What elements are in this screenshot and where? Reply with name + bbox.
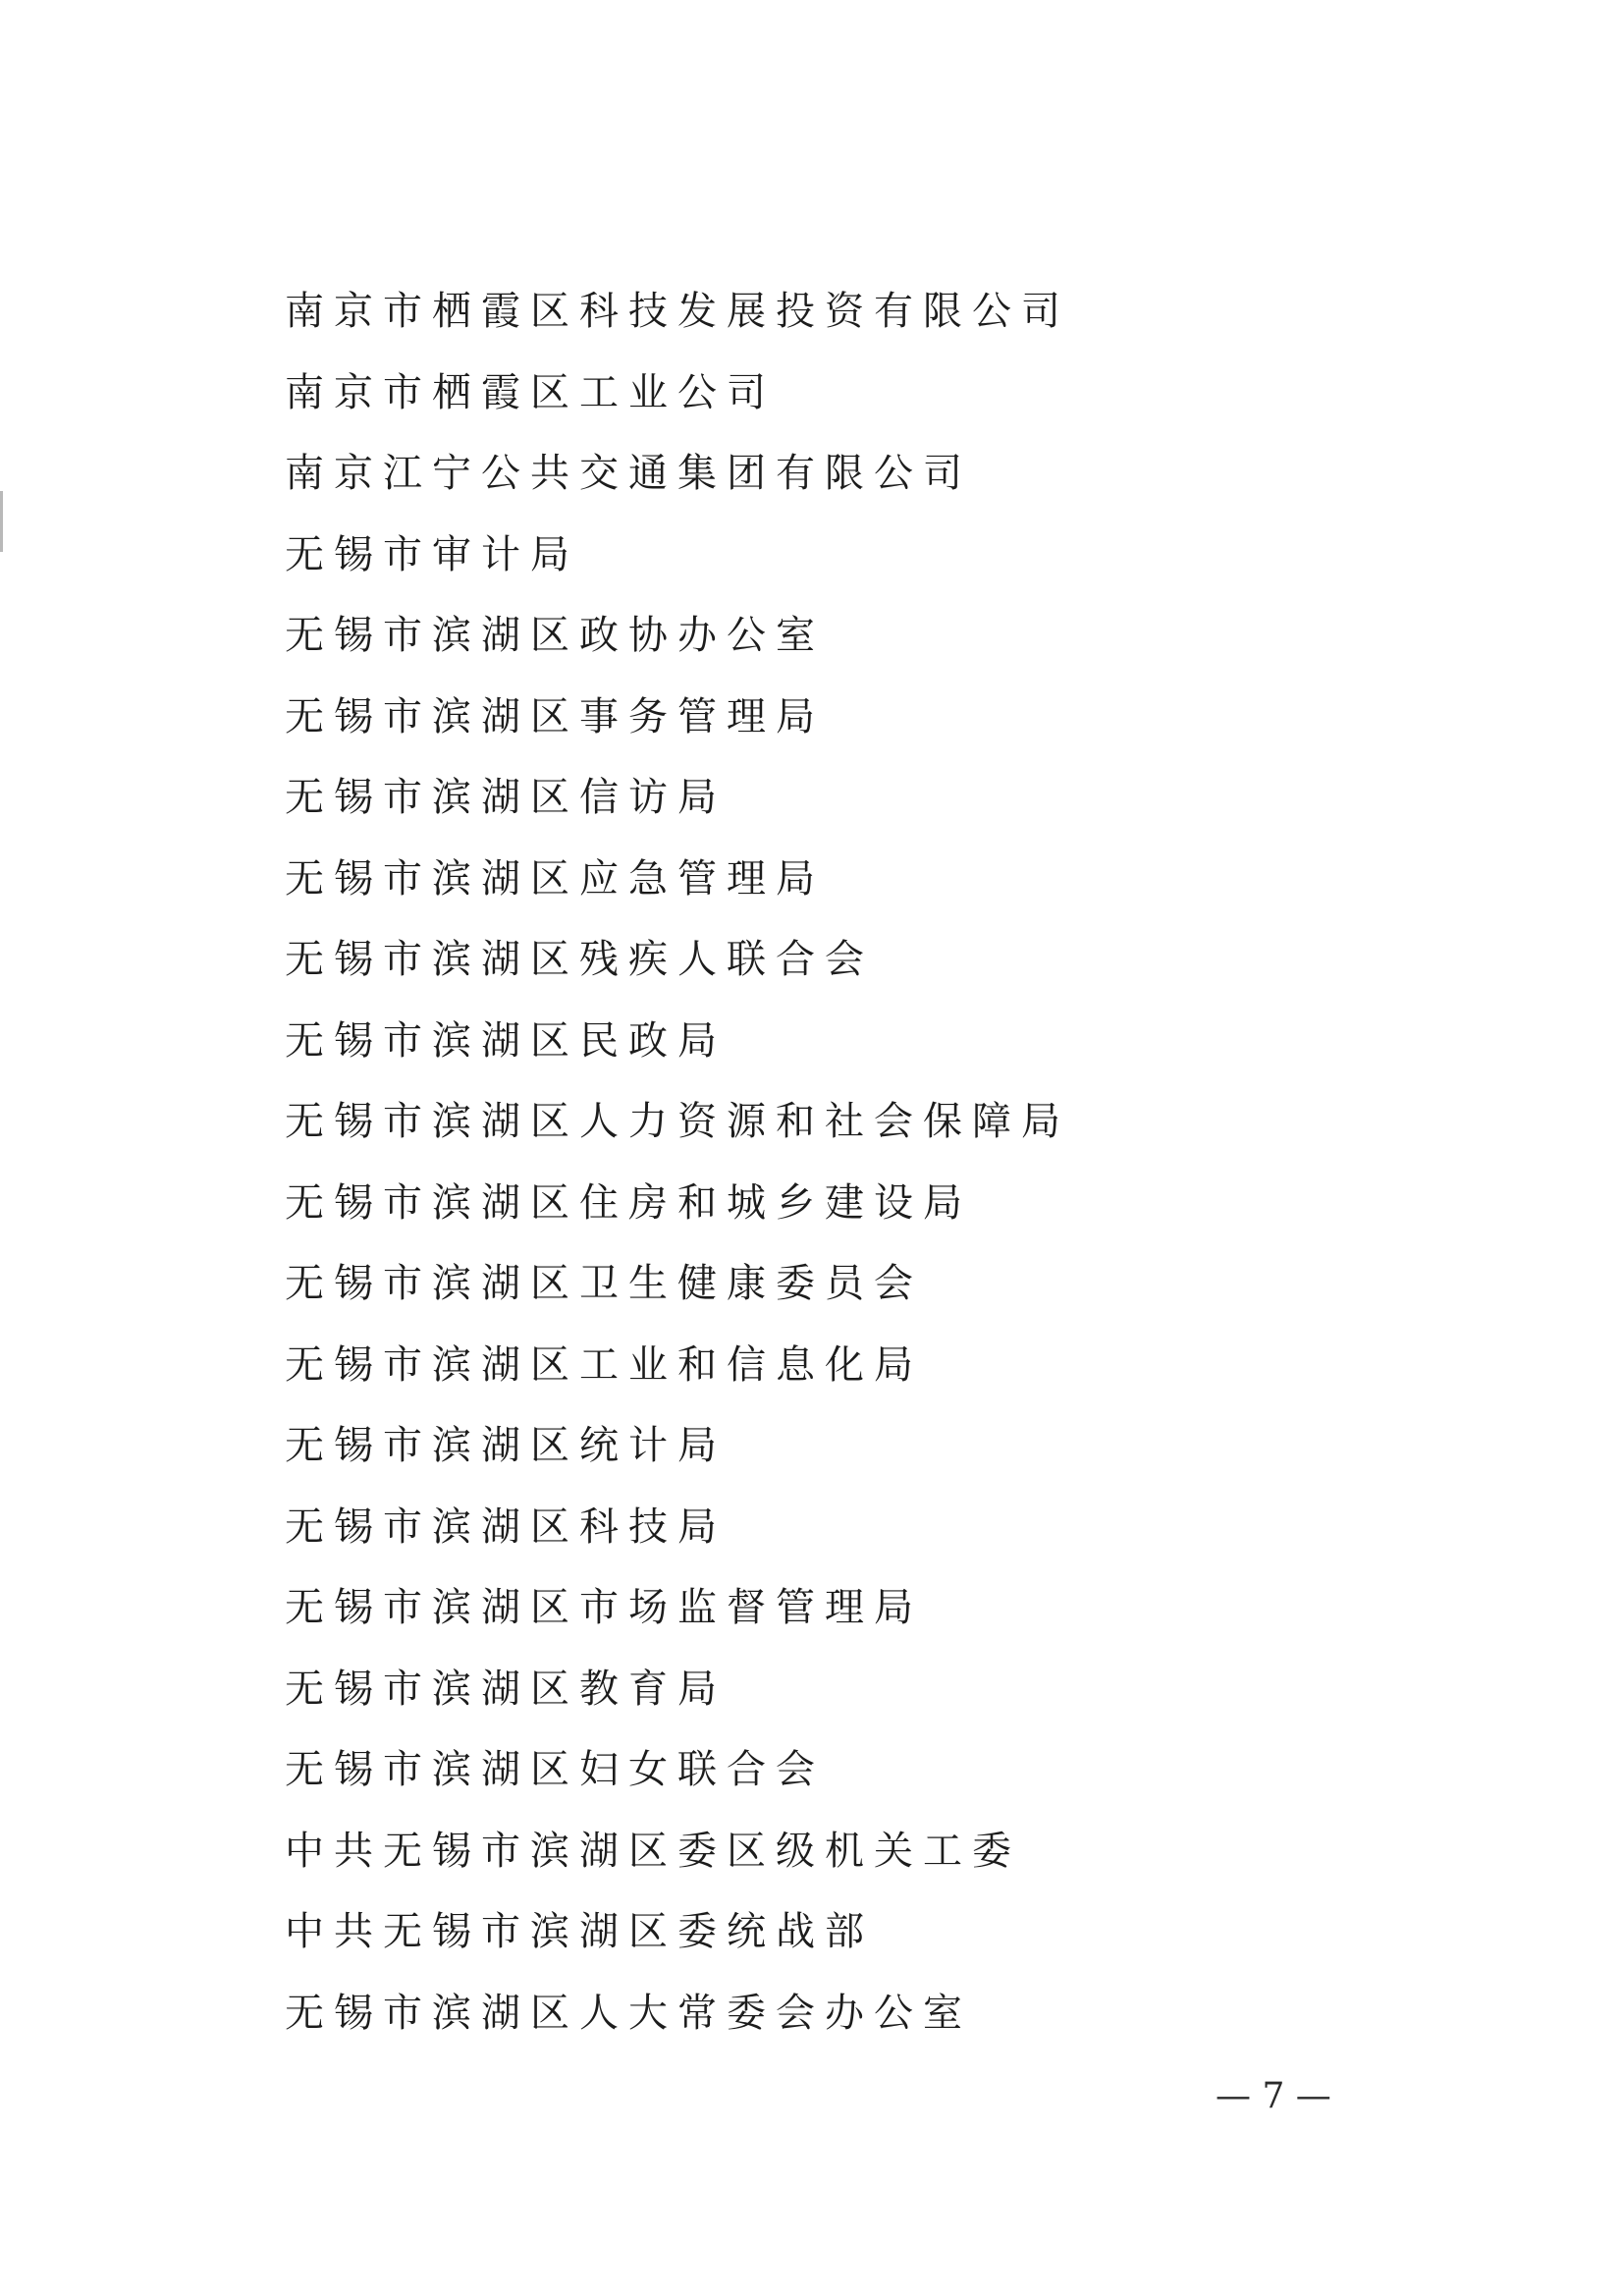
organization-item: 无锡市滨湖区民政局 [285,1017,727,1064]
organization-item: 无锡市滨湖区工业和信息化局 [285,1341,923,1388]
organization-item: 无锡市滨湖区住房和城乡建设局 [285,1179,972,1226]
organization-item: 无锡市滨湖区人力资源和社会保障局 [285,1099,1070,1144]
organization-item: 无锡市滨湖区残疾人联合会 [285,937,874,982]
page-number: — 7 — [1216,2076,1331,2116]
organization-item: 无锡市滨湖区应急管理局 [285,855,825,902]
organization-list [285,281,1070,2063]
organization-item: 中共无锡市滨湖区委区级机关工委 [285,1828,1021,1874]
organization-item: 南京市栖霞区工业公司 [285,369,776,415]
organization-item: 无锡市滨湖区妇女联合会 [285,1747,825,1792]
organization-item: 无锡市滨湖区统计局 [285,1423,727,1468]
organization-item: 无锡市滨湖区科技局 [285,1503,727,1550]
organization-item: 南京市栖霞区科技发展投资有限公司 [285,289,1070,334]
organization-item: 无锡市滨湖区事务管理局 [285,693,825,739]
organization-item: 南京江宁公共交通集团有限公司 [285,451,972,496]
organization-item: 无锡市滨湖区教育局 [285,1666,727,1712]
organization-item: 中共无锡市滨湖区委统战部 [285,1909,874,1954]
organization-item: 无锡市滨湖区卫生健康委员会 [285,1261,923,1306]
organization-item: 无锡市滨湖区信访局 [285,775,727,820]
organization-item: 无锡市滨湖区政协办公室 [285,613,825,658]
organization-item: 无锡市滨湖区市场监督管理局 [285,1585,923,1630]
organization-item: 无锡市滨湖区人大常委会办公室 [285,1990,972,2036]
organization-item: 无锡市审计局 [285,531,579,577]
scan-edge-mark [0,491,3,552]
